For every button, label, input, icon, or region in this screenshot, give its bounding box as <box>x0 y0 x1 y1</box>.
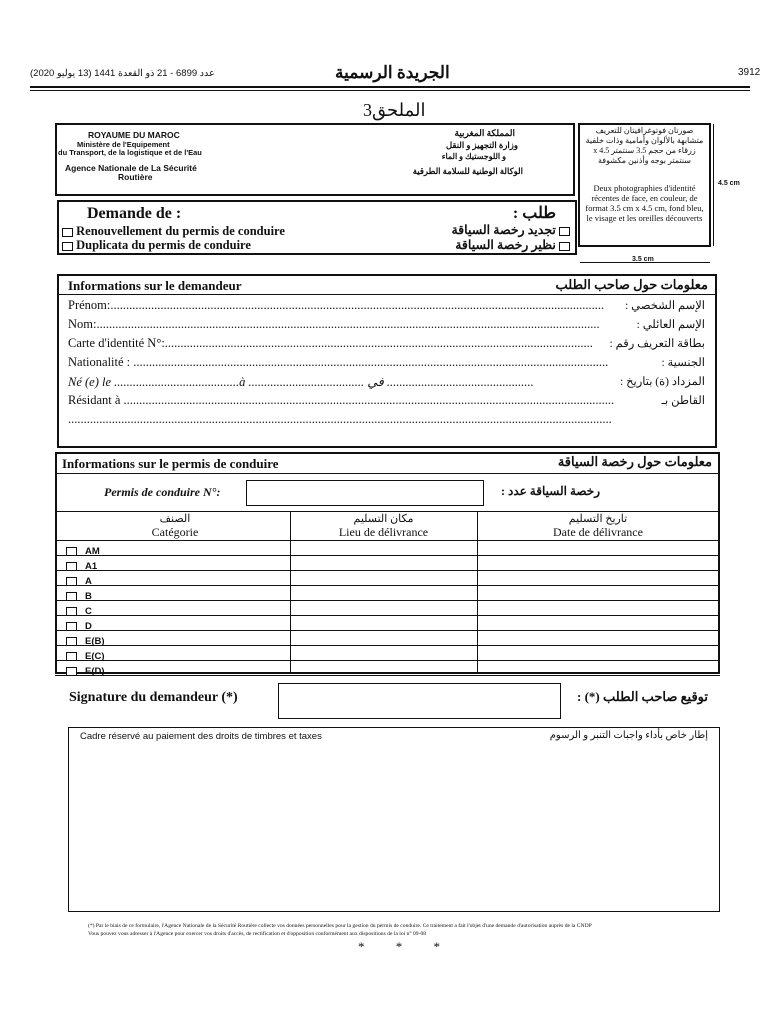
duplicate-option-ar[interactable] <box>455 237 570 253</box>
last-name-label-ar: الإسم العائلي : <box>636 319 705 331</box>
nationality-label-ar: الجنسية : <box>661 357 705 369</box>
renewal-label: Renouvellement du permis de conduire <box>76 224 285 238</box>
applicant-heading-rule <box>57 294 717 295</box>
licence-heading-ar: معلومات حول رخصة السياقة <box>557 454 712 469</box>
width-dimension-label: 3.5 cm <box>632 256 654 263</box>
category-row[interactable] <box>66 557 98 572</box>
agency-fr-line: du Transport, de la logistique et de l'Eau <box>58 148 202 157</box>
renewal-label-ar: تجديد رخصة السياقة <box>451 223 556 237</box>
table-col-divider <box>290 511 291 674</box>
birth-label-ar: المزداد (ة) بتاريخ : <box>620 376 705 388</box>
nationality-field[interactable]: Nationalité : ........................................................................................................................................................ <box>68 355 609 369</box>
residence-field[interactable]: Résidant à ............................................................................................................................................................. <box>68 393 615 407</box>
photo-instructions-fr: Deux photographies d'identité récentes de face, en couleur, de format 3.5 cm x 4.5 cm, fond bleu, le visage et les oreilles découverts <box>585 183 704 223</box>
agency-fr-line: Ministère de l'Equipement <box>77 140 170 149</box>
agency-fr-line: Routière <box>118 172 153 182</box>
first-name-field[interactable]: Prénom:.............................................................................................................................................................. <box>68 298 605 312</box>
licence-heading-fr: Informations sur le permis de conduire <box>62 456 279 471</box>
table-row-rule <box>55 600 720 601</box>
agency-ar-line: و اللوجستيك و الماء <box>441 152 506 161</box>
duplicate-label-ar: نظير رخصة السياقة <box>455 238 556 252</box>
renewal-checkbox-ar[interactable] <box>559 227 570 236</box>
id-card-label-ar: بطاقة التعريف رقم : <box>609 338 705 350</box>
photo-instructions-ar: صورتان فوتوغرافيتان للتعريف متشابهة بالألوان وأمامية وذات خلفية زرقاء من حجم 3.5 سنتمتر x 4.5 سنتمتر بوجه وأذنين مكشوفة <box>585 126 704 165</box>
duplicate-checkbox[interactable] <box>62 242 73 251</box>
table-header-rule <box>55 540 720 541</box>
category-label: A <box>85 575 92 587</box>
request-title-ar: طلب : <box>512 205 556 222</box>
annex-title: الملحق3 <box>363 100 426 120</box>
applicant-heading-ar: معلومات حول صاحب الطلب <box>555 277 708 292</box>
col-category-ar: الصنف <box>159 513 191 525</box>
category-label: C <box>85 605 92 617</box>
category-row[interactable] <box>66 602 92 617</box>
col-category-fr: Catégorie <box>151 525 199 539</box>
request-title-fr: Demande de : <box>87 205 182 222</box>
agency-ar-line: الوكالة الوطنية للسلامة الطرقية <box>412 166 523 176</box>
table-col-divider <box>477 511 478 674</box>
height-dimension-line <box>713 124 714 246</box>
gazette-title: الجريدة الرسمية <box>335 63 450 82</box>
birth-field[interactable]: Né (e) le ........................................à ..................................... في ............................................... <box>68 375 534 389</box>
footnote-line: (*) Par le biais de ce formulaire, l'Agence Nationale de la Sécurité Routière collecte vos données personnelles pour la gestion du permis de conduire. Ce traitement a fait l'objet d'une demande d'autorisation auprès de la CNDP <box>88 923 592 929</box>
applicant-heading-fr: Informations sur le demandeur <box>68 278 242 293</box>
signature-label-fr: Signature du demandeur (*) <box>69 690 238 705</box>
table-row-rule <box>55 570 720 571</box>
renewal-option-fr[interactable] <box>62 224 285 239</box>
fees-box[interactable] <box>68 727 720 912</box>
category-row[interactable] <box>66 632 105 647</box>
col-date-ar: تاريخ التسليم <box>568 513 628 525</box>
first-name-label-ar: الإسم الشخصي : <box>625 300 705 312</box>
category-row[interactable] <box>66 617 92 632</box>
fees-label-ar: إطار خاص بأداء واجبات التنبر و الرسوم <box>549 730 708 741</box>
category-row[interactable] <box>66 542 100 557</box>
duplicate-label: Duplicata du permis de conduire <box>76 238 251 252</box>
last-name-field[interactable]: Nom:................................................................................................................................................................. <box>68 317 600 331</box>
table-row-rule <box>55 555 720 556</box>
col-place-ar: مكان التسليم <box>353 513 414 525</box>
agency-fr-line: ROYAUME DU MAROC <box>88 130 180 140</box>
renewal-option-ar[interactable] <box>451 222 570 238</box>
col-date-fr: Date de délivrance <box>553 525 643 539</box>
renewal-checkbox[interactable] <box>62 228 73 237</box>
issue-line: عدد 6899 - 21 ذو القعدة 1441 (13 يوليو 2020) <box>30 68 215 79</box>
licence-number-label-ar: رخصة السياقة عدد : <box>501 484 600 498</box>
category-label: E(C) <box>85 650 105 662</box>
licence-heading-rule <box>55 473 720 474</box>
category-label: E(B) <box>85 635 105 647</box>
end-marks: * * * <box>358 939 454 954</box>
category-label: A1 <box>85 560 98 572</box>
category-row[interactable] <box>66 587 92 602</box>
licence-number-label: Permis de conduire N°: <box>104 485 221 499</box>
header-rule-thin <box>30 90 750 91</box>
duplicate-checkbox-ar[interactable] <box>559 242 570 251</box>
table-row-rule <box>55 630 720 631</box>
signature-label-ar: توقيع صاحب الطلب (*) : <box>577 689 708 704</box>
duplicate-option-fr[interactable] <box>62 238 251 253</box>
category-row[interactable] <box>66 572 92 587</box>
category-label: E(D) <box>85 665 105 677</box>
table-row-rule <box>55 675 720 676</box>
category-row[interactable] <box>66 662 105 677</box>
id-card-field[interactable]: Carte d'identité N°:......................................................................................................................................... <box>68 336 593 350</box>
col-place-fr: Lieu de délivrance <box>338 525 429 539</box>
table-row-rule <box>55 585 720 586</box>
agency-fr-line: Agence Nationale de La Sécurité <box>65 163 197 173</box>
category-label: B <box>85 590 92 602</box>
table-row-rule <box>55 660 720 661</box>
residence-field-continued[interactable]: .............................................................................................................................................................................. <box>68 412 612 426</box>
residence-label-ar: القاطن بـ <box>661 395 705 407</box>
signature-field[interactable] <box>278 683 561 719</box>
category-label: AM <box>85 545 100 557</box>
agency-ar-line: وزارة التجهيز و النقل <box>445 140 518 150</box>
fees-label-fr: Cadre réservé au paiement des droits de timbres et taxes <box>80 731 322 742</box>
footnote-line: Vous pouvez vous adresser à l'Agence pour exercer vos droits d'accès, de rectification et d'opposition conformément aux dispositions de la loi n° 09-08 <box>88 931 427 937</box>
height-dimension-label: 4.5 cm <box>718 180 740 187</box>
table-row-rule <box>55 645 720 646</box>
agency-ar-line: المملكة المغربية <box>454 128 515 138</box>
licence-number-input[interactable] <box>246 480 484 506</box>
header-rule <box>30 86 750 88</box>
table-row-rule <box>55 615 720 616</box>
page-number: 3912 <box>738 67 761 78</box>
category-row[interactable] <box>66 647 105 662</box>
category-label: D <box>85 620 92 632</box>
